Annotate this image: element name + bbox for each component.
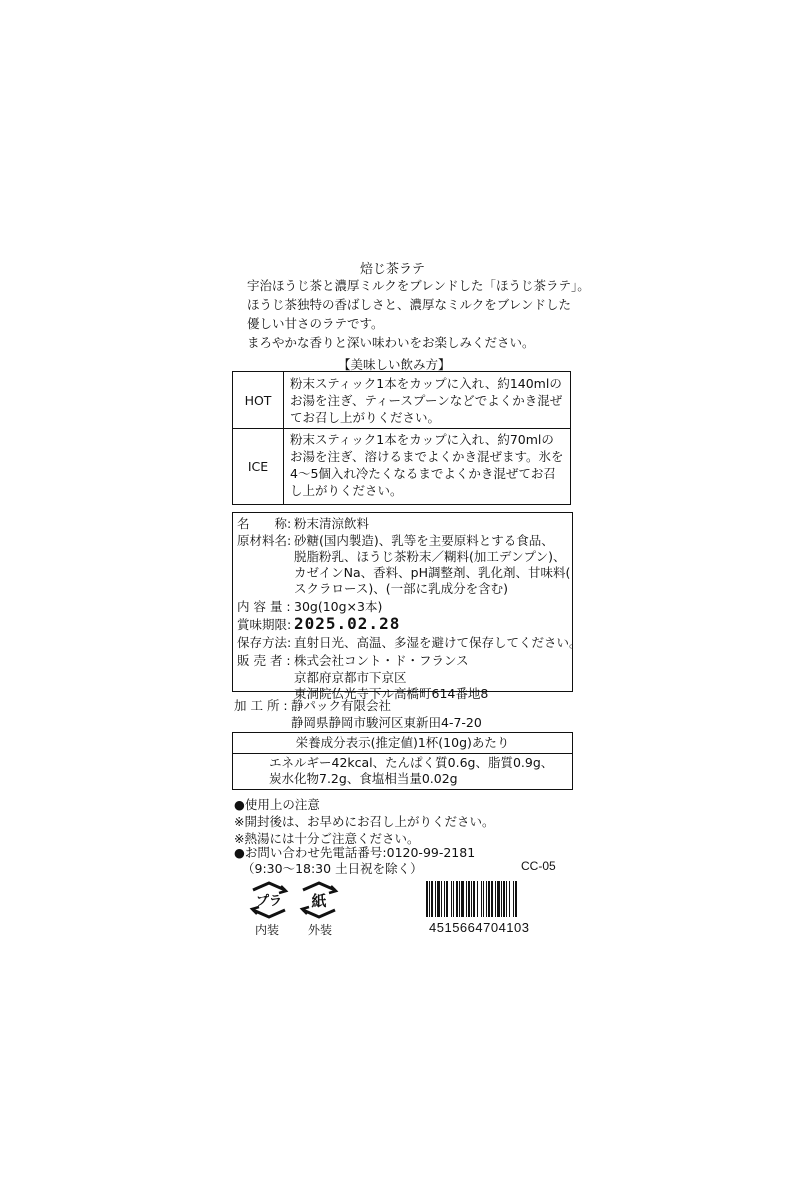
barcode-bar <box>509 881 510 917</box>
ice-instruction-line: し上がりください。 <box>290 483 403 498</box>
product-title: 焙じ茶ラテ <box>360 262 426 277</box>
ice-label: ICE <box>233 429 284 504</box>
barcode-bar <box>441 881 442 917</box>
product-spec-box <box>232 512 582 701</box>
contact-hours: （9:30～18:30 土日祝を除く） <box>242 861 423 876</box>
spec-name-value: 粉末清涼飲料 <box>294 516 370 531</box>
intro-line: ほうじ茶独特の香ばしさと、濃厚なミルクをブレンドした <box>247 297 571 312</box>
barcode-bar <box>483 881 484 917</box>
barcode-bar <box>481 881 482 917</box>
ice-instruction-line: お湯を注ぎ、溶けるまでよくかき混ぜます。氷を <box>290 449 564 464</box>
barcode-number: 4515664704103 <box>429 920 530 935</box>
contact-phone: ●お問い合わせ先電話番号:0120-99-2181 <box>234 845 476 860</box>
outer-package-label: 外装 <box>308 923 333 937</box>
spec-content-row <box>237 599 383 615</box>
how-to-row-hot <box>233 372 570 429</box>
barcode-bar <box>473 881 475 917</box>
seller-line: 東洞院仏光寺下ル高橋町614番地8 <box>294 686 489 701</box>
nutrition-values <box>269 755 553 787</box>
barcode-bar <box>501 881 502 917</box>
barcode-bar <box>461 881 464 917</box>
barcode-bar <box>466 881 467 917</box>
barcode-bar <box>515 881 517 917</box>
spec-bbd-row <box>237 614 401 633</box>
barcode-bar <box>444 881 445 917</box>
spec-storage-row <box>237 635 582 651</box>
spec-ingredients-value <box>294 533 570 597</box>
nutrition-line: 炭水化物7.2g、食塩相当量0.02g <box>269 771 458 786</box>
nutrition-line: エネルギー42kcal、たんぱく質0.6g、脂質0.9g、 <box>269 755 554 770</box>
processor-line: 静岡県静岡市駿河区東新田4-7-20 <box>291 715 482 730</box>
barcode-bar <box>459 881 460 917</box>
how-to-table <box>232 371 571 505</box>
barcode-bar <box>486 881 487 917</box>
spec-ingredients-label: 原材料名: <box>237 533 292 548</box>
seller-line: 京都府京都市下京区 <box>294 669 407 685</box>
barcode-bar <box>446 881 448 917</box>
product-intro <box>247 276 590 352</box>
processor-line: 静パック有限会社 <box>291 698 392 713</box>
spec-bbd-value: 2025.02.28 <box>294 614 401 633</box>
nutrition-heading: 栄養成分表示(推定値)1杯(10g)あたり <box>233 733 572 754</box>
barcode-bar <box>431 881 433 917</box>
usage-notes-lines <box>234 813 494 847</box>
barcode-bar <box>456 881 458 917</box>
hot-instruction-line: お湯を注ぎ、ティースプーンなどでよくかき混ぜ <box>290 393 563 408</box>
barcode-bar <box>435 881 436 917</box>
barcode-bar <box>468 881 470 917</box>
spec-seller-row <box>237 653 489 701</box>
contact-block <box>234 845 475 877</box>
usage-note-line: ※開封後は、お早めにお召し上がりください。 <box>234 814 495 829</box>
nutrition-box <box>232 732 573 790</box>
spec-content-value: 30g(10g×3本) <box>294 599 383 614</box>
barcode-bar <box>497 881 500 917</box>
barcode-bar <box>488 881 490 917</box>
spec-name-row <box>237 516 370 532</box>
barcode-bar <box>495 881 496 917</box>
barcode-bar <box>429 881 430 917</box>
processor-block <box>234 697 482 730</box>
barcode <box>425 881 553 917</box>
usage-notes <box>234 796 494 847</box>
hot-label: HOT <box>233 372 284 428</box>
spec-ingredients-row <box>237 533 571 596</box>
barcode-bar <box>477 881 478 917</box>
product-code: CC-05 <box>521 859 556 873</box>
ingredients-line: 脱脂粉乳、ほうじ茶粉末／糊料(加工デンプン)、 <box>294 549 566 564</box>
paper-recycle-icon <box>297 880 341 920</box>
barcode-bar <box>491 881 493 917</box>
ice-instructions <box>290 431 565 499</box>
barcode-bar <box>437 881 440 917</box>
how-to-row-ice <box>233 429 570 504</box>
barcode-bar <box>513 881 514 917</box>
barcode-bar <box>471 881 472 917</box>
ice-instruction-line: 4～5個入れ冷たくなるまでよくかき混ぜてお召 <box>290 466 556 481</box>
ingredients-line: 砂糖(国内製造)、乳等を主要原料とする食品、 <box>294 533 554 548</box>
spec-storage-value: 直射日光、高温、多湿を避けて保存してください。 <box>294 635 582 650</box>
intro-line: 宇治ほうじ茶と濃厚ミルクをブレンドした「ほうじ茶ラテ」。 <box>247 278 590 293</box>
svg-text:プラ: プラ <box>255 894 283 909</box>
processor-value <box>291 697 482 731</box>
intro-line: まろやかな香りと深い味わいをお楽しみください。 <box>247 335 535 350</box>
barcode-bar <box>453 881 454 917</box>
spec-bbd-label: 賞味期限: <box>237 617 292 632</box>
hot-instructions <box>290 375 565 426</box>
usage-note-line: ※熱湯には十分ご注意ください。 <box>234 831 420 846</box>
how-to-heading: 【美味しい飲み方】 <box>338 357 451 372</box>
ingredients-line: カゼインNa、香料、pH調整剤、乳化剤、甘味料( <box>294 565 571 580</box>
intro-line: 優しい甘さのラテです。 <box>247 316 384 331</box>
spec-seller-value <box>294 653 488 703</box>
hot-instruction-line: てお召し上がりください。 <box>290 410 441 425</box>
spec-name-label: 名 称: <box>237 516 292 531</box>
usage-notes-heading: ●使用上の注意 <box>234 797 320 812</box>
hot-instruction-line: 粉末スティック1本をカップに入れ、約140mlの <box>290 376 562 391</box>
barcode-bar <box>506 881 507 917</box>
plastic-recycle-icon <box>247 880 291 920</box>
barcode-bar <box>426 881 428 917</box>
barcode-bar <box>503 881 505 917</box>
inner-package-label: 内装 <box>255 923 280 937</box>
spec-seller-label: 販 売 者 : <box>237 653 291 668</box>
barcode-bar <box>451 881 452 917</box>
ice-instruction-line: 粉末スティック1本をカップに入れ、約70mlの <box>290 432 554 447</box>
ingredients-line: スクラロース)、(一部に乳成分を含む) <box>294 581 509 596</box>
spec-storage-label: 保存方法: <box>237 635 292 650</box>
svg-text:紙: 紙 <box>311 892 327 910</box>
processor-label: 加 工 所 : <box>234 698 288 713</box>
seller-line: 株式会社コント・ド・フランス <box>294 653 469 668</box>
spec-content-label: 内 容 量 : <box>237 599 291 614</box>
